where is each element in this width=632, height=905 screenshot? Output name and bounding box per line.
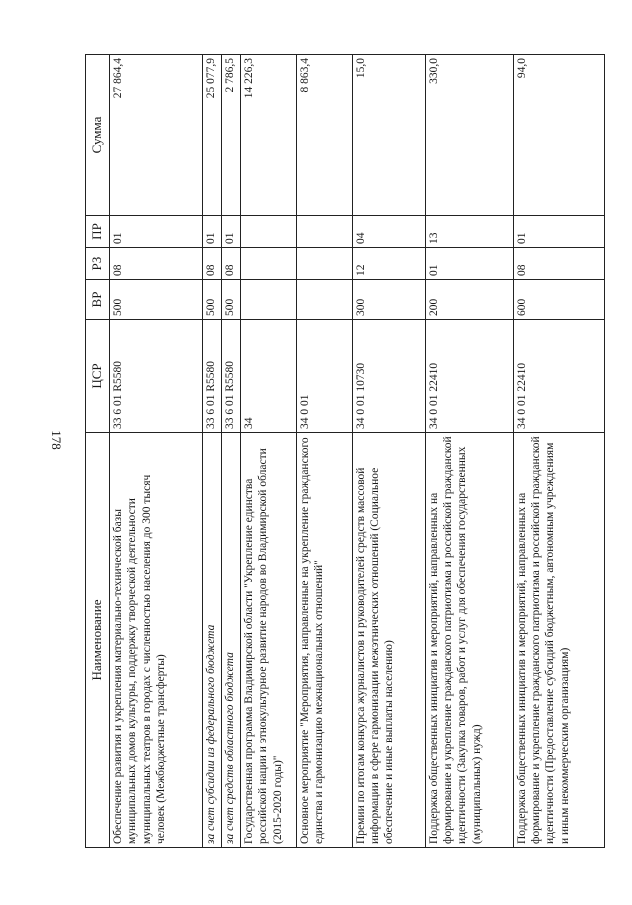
cell-csr: 33 6 01 R5580 (222, 320, 241, 433)
cell-pr: 01 (222, 216, 241, 248)
cell-csr: 33 6 01 R5580 (110, 320, 203, 433)
cell-vr: 500 (222, 280, 241, 320)
cell-sum: 27 864,4 (110, 55, 203, 216)
cell-rz: 08 (222, 248, 241, 280)
cell-name: Государственная программа Владимирской области "Укрепление единства российской нации и этнокультурное развитие народов во Владимирской области (2015-2020 годы)" (240, 433, 296, 848)
cell-pr: 04 (352, 216, 425, 248)
cell-pr: 01 (513, 216, 604, 248)
budget-table-container (85, 55, 605, 848)
page-number: 178 (49, 430, 64, 450)
cell-sum: 2 786,5 (222, 55, 241, 216)
cell-sum: 8 863,4 (296, 55, 352, 216)
cell-vr (296, 280, 352, 320)
table-header-row (86, 55, 110, 848)
cell-rz: 08 (513, 248, 604, 280)
table-row (352, 55, 425, 848)
header-name: Наименование (86, 433, 110, 848)
cell-pr: 13 (425, 216, 513, 248)
cell-name: Поддержка общественных инициатив и мероприятий, направленных на формирование и укрепление гражданского патриотизма и российской гражданской идентичности (Закупка товаров, работ и услуг для обеспечения государственных (муниципальных) нужд) (425, 433, 513, 848)
cell-csr: 34 (240, 320, 296, 433)
cell-name: Обеспечение развития и укрепления материально-технической базы муниципальных домов культуры, поддержку творческой деятельности муниципальных театров в городах с численностью населения до 300 тысяч человек (Межбюджетные трансферты) (110, 433, 203, 848)
cell-csr: 34 0 01 10730 (352, 320, 425, 433)
cell-rz (296, 248, 352, 280)
header-csr: ЦСР (86, 320, 110, 433)
cell-rz: 08 (203, 248, 222, 280)
table-row (296, 55, 352, 848)
header-rz: РЗ (86, 248, 110, 280)
cell-name: за счет субсидии из федерального бюджета (203, 433, 222, 848)
table-row (110, 55, 203, 848)
cell-sum: 330,0 (425, 55, 513, 216)
cell-name: Поддержка общественных инициатив и мероприятий, направленных на формирование и укрепление гражданского патриотизма и российской гражданской идентичности (Предоставление субсидий бюджетным, автономным учреждениям и иным некоммерческим организациям) (513, 433, 604, 848)
table-row (425, 55, 513, 848)
cell-pr (296, 216, 352, 248)
cell-vr: 200 (425, 280, 513, 320)
cell-sum: 14 226,3 (240, 55, 296, 216)
cell-sum: 25 077,9 (203, 55, 222, 216)
cell-csr: 34 0 01 22410 (513, 320, 604, 433)
cell-rz: 01 (425, 248, 513, 280)
table-row (513, 55, 604, 848)
cell-sum: 94,0 (513, 55, 604, 216)
cell-csr: 34 0 01 (296, 320, 352, 433)
cell-csr: 33 6 01 R5580 (203, 320, 222, 433)
cell-vr: 300 (352, 280, 425, 320)
cell-rz: 12 (352, 248, 425, 280)
header-vr: ВР (86, 280, 110, 320)
cell-vr: 500 (203, 280, 222, 320)
cell-vr: 600 (513, 280, 604, 320)
cell-name: Премии по итогам конкурса журналистов и руководителей средств массовой информации в сфере гармонизации межэтнических отношений (Социальное обеспечение и иные выплаты населению) (352, 433, 425, 848)
cell-vr (240, 280, 296, 320)
cell-name: за счет средств областного бюджета (222, 433, 241, 848)
table-row (240, 55, 296, 848)
cell-pr: 01 (110, 216, 203, 248)
cell-rz: 08 (110, 248, 203, 280)
cell-csr: 34 0 01 22410 (425, 320, 513, 433)
cell-name: Основное мероприятие "Мероприятия, направленные на укрепление гражданского единства и гармонизацию межнациональных отношений" (296, 433, 352, 848)
cell-sum: 15,0 (352, 55, 425, 216)
cell-vr: 500 (110, 280, 203, 320)
table-row (222, 55, 241, 848)
header-pr: ПР (86, 216, 110, 248)
cell-pr (240, 216, 296, 248)
cell-pr: 01 (203, 216, 222, 248)
header-sum: Сумма (86, 55, 110, 216)
table-row (203, 55, 222, 848)
cell-rz (240, 248, 296, 280)
budget-table (85, 54, 605, 848)
